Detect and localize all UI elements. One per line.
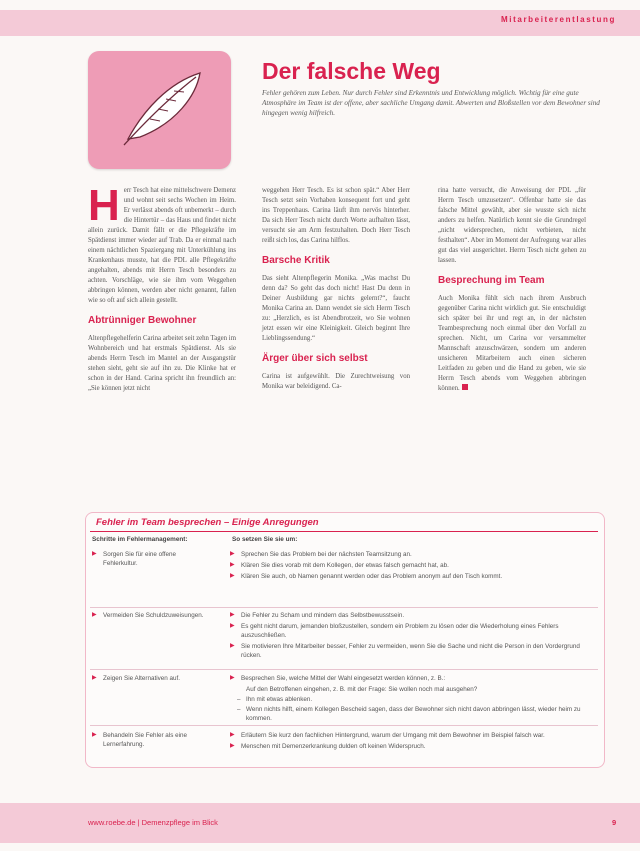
list-item: – Ihn mit etwas ablenken. <box>230 695 592 704</box>
paragraph: Carina ist aufgewühlt. Die Zurechtweisung von Monika war beleidigend. Ca- <box>262 373 410 390</box>
subheading: Abtrünniger Bewohner <box>88 315 197 326</box>
subheading: Ärger über sich selbst <box>262 353 368 364</box>
step-cell <box>92 731 212 751</box>
step-cell <box>92 550 212 570</box>
list-item: ▶ Menschen mit Demenzerkrankung dulden oft keinen Widerspruch. <box>230 742 592 751</box>
step-label: ▶ Vermeiden Sie Schuldzuweisungen. <box>92 611 212 620</box>
step-label: ▶ Zeigen Sie Alternativen auf. <box>92 674 212 683</box>
paragraph: Auch Monika fühlt sich nach ihrem Ausbruch gegenüber Carina nicht wirklich gut. Sie entschuldigt sich später bei ihr und regt an, in der nächsten Teambesprechung noch einmal über den Vorfall zu sprechen. Nicht, um Carina vor versammelter Mannschaft anzuschwärzen, sondern um anderen unsicheren Mitarbeitern auch einen sicheren Leitfaden zu geben und die Hand zu geben, wie sie Herrn Tesch abends vom Weggehen abbringen können. <box>438 295 586 392</box>
page-number: 9 <box>612 818 617 827</box>
tips-box-title: Fehler im Team besprechen – Einige Anregungen <box>96 517 319 528</box>
subheading: Besprechung im Team <box>438 275 545 286</box>
list-item: ▶ Es geht nicht darum, jemanden bloßzustellen, sondern ein Problem zu lösen oder die Wiederholung eines Fehlers auszuschließen. <box>230 622 592 640</box>
text-column-2 <box>262 186 410 396</box>
paragraph: weggehen Herr Tesch. Es ist schon spät.“ Aber Herr Tesch setzt sein Vorhaben konsequent fort und geht ins Treppenhaus. Carina läuft ihm nervös hinterher. Da sich Herr Tesch nicht durch Worte aufhalten lässt, versucht sie am Arm festzuhalten. Doch Herr Tesch reißt sich los, das Carina hilflos. <box>262 187 410 244</box>
list-item: ▶ Sprechen Sie das Problem bei der nächsten Teamsitzung an. <box>230 550 592 559</box>
divider <box>90 531 598 532</box>
step-label: ▶ Sorgen Sie für eine offene Fehlerkultur. <box>92 550 212 568</box>
action-list <box>230 550 592 583</box>
column-header-steps: Schritte im Fehlermanagement: <box>92 536 188 543</box>
action-list <box>230 674 592 724</box>
footer-source: www.roebe.de | Demenzpflege im Blick <box>88 818 218 827</box>
list-item: ▶ Klären Sie auch, ob Namen genannt werden oder das Problem anonym auf den Tisch kommt. <box>230 572 592 581</box>
column-header-actions: So setzen Sie sie um: <box>232 536 298 543</box>
step-cell <box>92 611 212 622</box>
list-item: ▶ Die Fehler zu Scham und mindern das Selbstbewusstsein. <box>230 611 592 620</box>
section-label: Mitarbeiterentlastung <box>501 15 616 24</box>
action-list <box>230 731 592 753</box>
drop-cap: H <box>88 181 120 230</box>
paragraph: Altenpflegehelferin Carina arbeitet seit zehn Tagen im Wohnbereich und hat erstmals Spätdienst. Als sie abends Herrn Tesch im Mantel an der Ausgangstür stehen sieht, geht sie auf ihn zu. Die Klinke hat er schon in der Hand. Carina spricht ihn freundlich an: „Sie können jetzt nicht <box>88 335 236 392</box>
paragraph: rina hatte versucht, die Anweisung der PDL „für Herrn Tesch umzusetzen“. Offenbar hatte sie das falsche Mittel gewählt, aber sie wusste sich nicht anders zu helfen. Natürlich kennt sie die Grundregel „nicht widersprechen, nicht verbieten, nicht festhalten“. Aber im Moment der Aufregung war alles gut das viel ausgerichtet. Herrn Tesch nicht gehen zu lassen. <box>438 187 586 264</box>
step-label: ▶ Behandeln Sie Fehler als eine Lernerfahrung. <box>92 731 212 749</box>
list-item: ▶ Sie motivieren Ihre Mitarbeiter besser, Fehler zu vermeiden, wenn Sie die Sache und nicht die Person in den Vordergrund rücken. <box>230 642 592 660</box>
paragraph: err Tesch hat eine mittelschwere Demenz und wohnt seit sechs Wochen im Heim. Er verlässt abends oft unbemerkt – durch die Hintertür – das Haus und findet nicht allein zurück. Damit fällt er die Pflegekräfte im Spätdienst immer wieder auf Trab. Da er einmal nach einem nächtlichen Spaziergang mit Unterkühlung ins Krankenhaus musste, hat die PDL alle Pflegekräfte angehalten, abends mit Herrn Tesch besonders zu achten. Vorschläge, wie sie ihm vom Weggehen abbringen können, werden aber nicht genannt, fallen wie so oft auf sich allein gestellt. <box>88 187 236 304</box>
text-column-1 <box>88 181 236 398</box>
subheading: Barsche Kritik <box>262 255 330 266</box>
list-item: ▶ Klären Sie dies vorab mit dem Kollegen, der etwas falsch gemacht hat, ab. <box>230 561 592 570</box>
list-item: ▶ Besprechen Sie, welche Mittel der Wahl eingesetzt werden können, z. B.: <box>230 674 592 683</box>
step-cell <box>92 674 212 685</box>
action-list <box>230 611 592 662</box>
paragraph: Das sieht Altenpflegerin Monika. „Was machst Du denn da? So geht das doch nicht! Hast Du denn in Deiner Ausbildung gar nichts gelernt?“, faucht Monika Carina an. Dann wendet sie sich Herrn Tesch zu: „Herzlich, es ist Abendbrotzeit, wo Sie wohnen jetzt essen wir eine Kleinigkeit. Gleich beginnt Ihre Lieblingssendung.“ <box>262 275 410 342</box>
list-item: Auf den Betroffenen eingehen, z. B. mit der Frage: Sie wollen noch mal ausgehen? <box>246 686 478 693</box>
list-item: ▶ Erläutern Sie kurz den fachlichen Hintergrund, warum der Umgang mit dem Bewohner im Beispiel falsch war. <box>230 731 592 740</box>
square-end-icon <box>462 384 468 390</box>
article-lead: Fehler gehören zum Leben. Nur durch Fehler sind Erkenntnis und Entwicklung möglich. Wichtig für eine gute Atmosphäre im Team ist der offene, aber sachliche Umgang damit. Abwerten und Bloßstellen vor dem Bewohner sind hingegen wenig hilfreich. <box>262 89 600 117</box>
text-column-3 <box>438 186 586 398</box>
feather-icon <box>88 51 231 169</box>
feather-icon-tile <box>88 51 231 169</box>
article-title: Der falsche Weg <box>262 58 441 84</box>
list-item: – Wenn nichts hilft, einem Kollegen Bescheid sagen, dass der Bewohner sich nicht davon abbringen lässt, wieder heim zu kommen. <box>230 705 592 723</box>
